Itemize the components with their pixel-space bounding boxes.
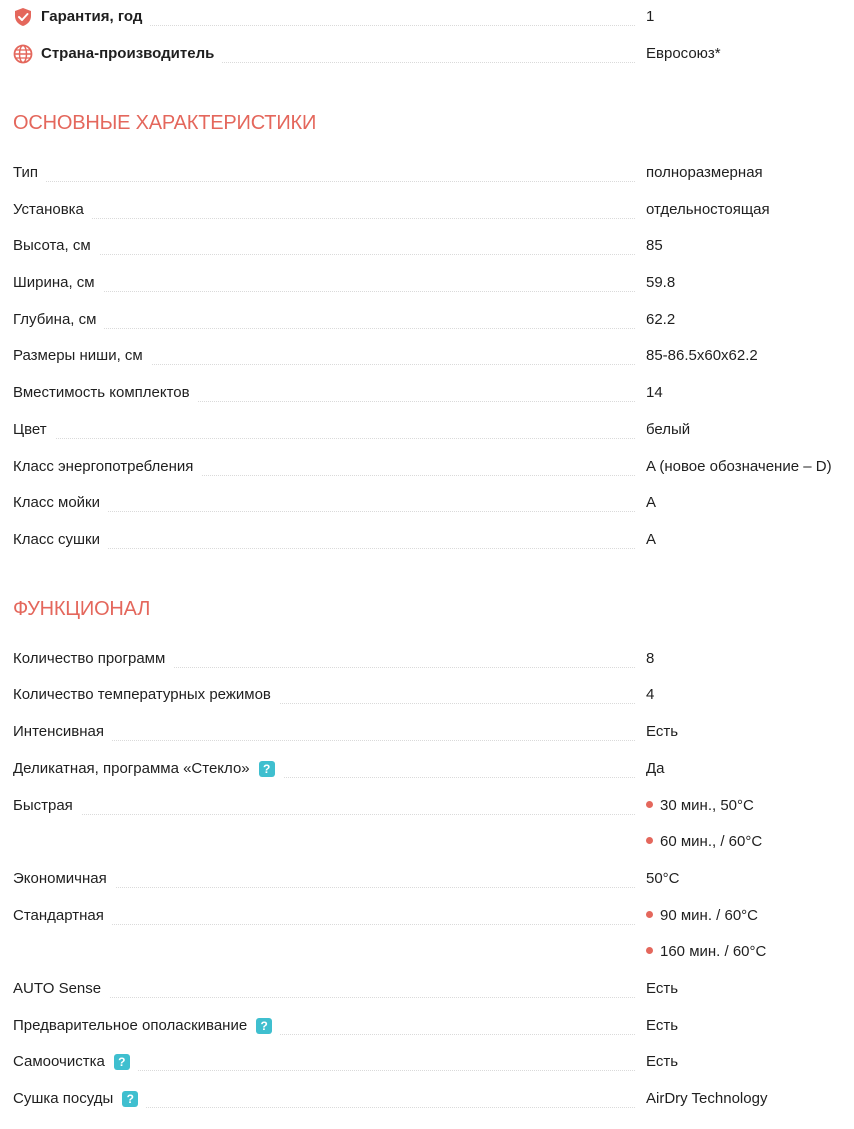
spec-label: AUTO Sense (13, 971, 109, 1007)
spec-value: Есть (646, 980, 679, 997)
spec-row (13, 1008, 843, 1044)
spec-row (13, 302, 843, 338)
spec-label: Цвет (13, 412, 55, 448)
spec-label: Интенсивная (13, 714, 112, 750)
spec-value: 85 (646, 237, 663, 254)
spec-label: Быстрая (13, 788, 81, 824)
spec-row (13, 155, 843, 191)
dotted-leader (13, 254, 635, 255)
spec-row (13, 449, 843, 485)
spec-value-option: 160 мин. / 60°C (646, 934, 766, 970)
spec-value: 59.8 (646, 274, 676, 291)
spec-row (13, 228, 843, 264)
spec-row (13, 714, 843, 750)
spec-value: 50°C (646, 870, 680, 887)
section-title-main: ОСНОВНЫЕ ХАРАКТЕРИСТИКИ (13, 112, 317, 134)
help-icon[interactable]: ? (256, 1018, 272, 1034)
dotted-leader (13, 291, 635, 292)
spec-label: Класс мойки (13, 485, 108, 521)
dotted-leader (13, 814, 635, 815)
spec-label: Размеры ниши, см (13, 338, 151, 374)
spec-row (13, 338, 843, 374)
bullet-icon (646, 837, 653, 844)
spec-value: 14 (646, 384, 663, 401)
spec-row (13, 375, 843, 411)
spec-row (13, 971, 843, 1007)
spec-label: Вместимость комплектов (13, 375, 198, 411)
spec-row (13, 788, 843, 824)
spec-value: Есть (646, 1017, 679, 1034)
spec-value: белый (646, 421, 691, 438)
spec-row-continuation (13, 934, 843, 970)
spec-label: Сушка посуды (13, 1090, 114, 1107)
shield-check-icon (13, 7, 33, 27)
spec-row (13, 412, 843, 448)
spec-row-country (13, 36, 843, 72)
spec-row-continuation (13, 824, 843, 860)
spec-label: Предварительное ополаскивание (13, 1017, 248, 1034)
spec-value: 62.2 (646, 311, 676, 328)
spec-row-warranty (13, 0, 843, 35)
bullet-icon (646, 947, 653, 954)
spec-row (13, 1044, 843, 1080)
bullet-icon (646, 911, 653, 918)
spec-value: 1 (646, 8, 655, 25)
spec-value: A (646, 531, 657, 548)
help-icon[interactable]: ? (114, 1054, 130, 1070)
globe-icon (13, 44, 33, 64)
spec-row (13, 898, 843, 934)
spec-value: Есть (646, 723, 679, 740)
spec-row (13, 861, 843, 897)
spec-label: Экономичная (13, 861, 115, 897)
spec-row (13, 677, 843, 713)
spec-label: Количество температурных режимов (13, 677, 279, 713)
spec-value: Евросоюз* (646, 45, 721, 62)
spec-label: Тип (13, 155, 46, 191)
help-icon[interactable]: ? (259, 761, 275, 777)
spec-label: Количество программ (13, 641, 173, 677)
spec-row (13, 522, 843, 558)
spec-label: Класс сушки (13, 522, 108, 558)
spec-value-option: 30 мин., 50°C (646, 788, 754, 824)
spec-row (13, 1081, 843, 1117)
spec-value-option: 90 мин. / 60°C (646, 898, 758, 934)
spec-value: 8 (646, 650, 655, 667)
spec-value-option: 60 мин., / 60°C (646, 824, 762, 860)
spec-row (13, 641, 843, 677)
spec-value: Есть (646, 1053, 679, 1070)
dotted-leader (13, 328, 635, 329)
dotted-leader (13, 438, 635, 439)
spec-label: Стандартная (13, 898, 112, 934)
spec-label: Гарантия, год (41, 8, 143, 25)
section-title-functions: ФУНКЦИОНАЛ (13, 598, 151, 620)
spec-value: A (646, 494, 657, 511)
dotted-leader (13, 181, 635, 182)
spec-label: Деликатная, программа «Стекло» (13, 760, 250, 777)
spec-label: Ширина, см (13, 265, 103, 301)
spec-row (13, 192, 843, 228)
spec-value: Да (646, 760, 665, 777)
spec-label: Самоочистка (13, 1053, 105, 1070)
spec-label: Установка (13, 192, 92, 228)
spec-label: Класс энергопотребления (13, 449, 201, 485)
spec-label: Страна-производитель (41, 45, 215, 62)
spec-row (13, 751, 843, 787)
spec-row (13, 265, 843, 301)
spec-row (13, 485, 843, 521)
help-icon[interactable]: ? (122, 1091, 138, 1107)
spec-value: AirDry Technology (646, 1090, 768, 1107)
spec-value: A (новое обозначение – D) (646, 458, 832, 475)
spec-value: отдельностоящая (646, 201, 770, 218)
bullet-icon (646, 801, 653, 808)
spec-label: Высота, см (13, 228, 99, 264)
spec-label: Глубина, см (13, 302, 104, 338)
spec-value: 4 (646, 686, 655, 703)
spec-value: 85-86.5x60x62.2 (646, 347, 758, 364)
dotted-leader (13, 218, 635, 219)
spec-value: полноразмерная (646, 164, 763, 181)
